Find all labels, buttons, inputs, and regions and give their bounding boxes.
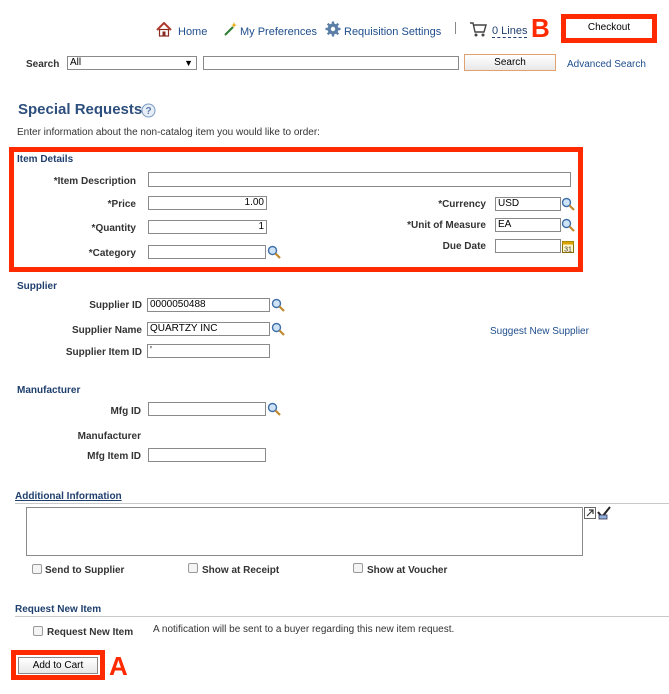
additional-information-textarea[interactable]: [26, 507, 583, 556]
quantity-label: *Quantity: [91, 223, 136, 234]
show-at-voucher-label: Show at Voucher: [367, 565, 448, 576]
manufacturer-label: Manufacturer: [77, 431, 141, 442]
unit-of-measure-input[interactable]: EA: [495, 218, 561, 232]
request-new-item-divider: [15, 616, 669, 617]
unit-of-measure-label: *Unit of Measure: [407, 220, 486, 231]
annotation-b-label: B: [531, 13, 550, 43]
request-new-item-label: Request New Item: [47, 627, 134, 638]
currency-lookup-icon[interactable]: [561, 197, 575, 211]
requisition-settings-link[interactable]: Requisition Settings: [344, 26, 442, 38]
currency-label: *Currency: [438, 199, 486, 210]
add-to-cart-button[interactable]: Add to Cart: [18, 657, 98, 674]
checkout-button[interactable]: Checkout: [566, 19, 652, 38]
svg-text:?: ?: [145, 106, 152, 117]
search-scope-select[interactable]: [67, 56, 197, 70]
suggest-new-supplier-link[interactable]: Suggest New Supplier: [490, 326, 589, 337]
my-preferences-link[interactable]: My Preferences: [240, 26, 318, 38]
category-lookup-icon[interactable]: [267, 245, 281, 259]
show-at-receipt-checkbox[interactable]: [188, 563, 198, 573]
item-description-input[interactable]: [148, 172, 571, 187]
spell-check-icon[interactable]: [597, 506, 611, 520]
request-new-item-heading: Request New Item: [15, 604, 102, 615]
item-description-label: *Item Description: [53, 176, 136, 187]
additional-information-heading: Additional Information: [15, 491, 122, 502]
calendar-icon[interactable]: [562, 240, 574, 253]
mfg-id-label: Mfg ID: [110, 406, 141, 417]
cart-lines-link[interactable]: 0 Lines: [492, 25, 528, 37]
item-details-heading: Item Details: [17, 154, 74, 165]
show-at-receipt-label: Show at Receipt: [202, 565, 280, 576]
category-label: *Category: [88, 248, 136, 259]
supplier-name-label: Supplier Name: [71, 325, 142, 336]
supplier-item-id-input[interactable]: ': [147, 344, 270, 358]
search-button[interactable]: Search: [464, 54, 556, 71]
page-instructions: Enter information about the non-catalog item you would like to order:: [17, 127, 320, 138]
due-date-input[interactable]: [495, 239, 561, 253]
send-to-supplier-label: Send to Supplier: [45, 565, 125, 576]
home-link[interactable]: Home: [178, 26, 208, 38]
gear-icon: [325, 21, 341, 37]
price-input[interactable]: 1.00: [148, 196, 267, 210]
show-at-voucher-checkbox[interactable]: [353, 563, 363, 573]
category-input[interactable]: [148, 245, 266, 259]
mfg-id-input[interactable]: [148, 402, 266, 416]
supplier-id-lookup-icon[interactable]: [271, 298, 285, 312]
mfg-item-id-input[interactable]: [148, 448, 266, 462]
annotation-a-label: A: [109, 651, 128, 681]
additional-information-divider: [15, 503, 669, 504]
mfg-id-lookup-icon[interactable]: [267, 402, 281, 416]
due-date-label: Due Date: [442, 241, 486, 252]
supplier-id-input[interactable]: 0000050488: [147, 298, 270, 312]
shopping-cart-icon[interactable]: [469, 21, 487, 37]
search-input[interactable]: [203, 56, 459, 70]
request-new-item-note: A notification will be sent to a buyer regarding this new item request.: [153, 624, 455, 635]
quantity-input[interactable]: 1: [148, 220, 267, 234]
request-new-item-checkbox[interactable]: [33, 626, 43, 636]
search-label: Search: [26, 59, 60, 70]
dropdown-arrow-icon: ▼: [184, 58, 193, 68]
help-icon[interactable]: [141, 103, 156, 118]
home-icon[interactable]: [156, 22, 172, 37]
search-scope-value: All: [70, 57, 82, 68]
supplier-name-input[interactable]: QUARTZY INC: [147, 322, 270, 336]
supplier-item-id-label: Supplier Item ID: [65, 347, 142, 358]
magic-wand-icon: [222, 21, 238, 37]
supplier-name-lookup-icon[interactable]: [271, 322, 285, 336]
send-to-supplier-checkbox[interactable]: [32, 564, 42, 574]
supplier-heading: Supplier: [17, 281, 58, 292]
nav-divider: [455, 22, 456, 34]
page-title: Special Requests: [18, 101, 143, 118]
supplier-id-label: Supplier ID: [89, 300, 142, 311]
unit-of-measure-lookup-icon[interactable]: [561, 218, 575, 232]
price-label: *Price: [107, 199, 136, 210]
expand-text-icon[interactable]: [584, 507, 596, 519]
currency-input[interactable]: USD: [495, 197, 561, 211]
mfg-item-id-label: Mfg Item ID: [87, 451, 141, 462]
svg-text:31: 31: [564, 246, 572, 253]
manufacturer-heading: Manufacturer: [17, 385, 81, 396]
advanced-search-link[interactable]: Advanced Search: [567, 59, 646, 70]
